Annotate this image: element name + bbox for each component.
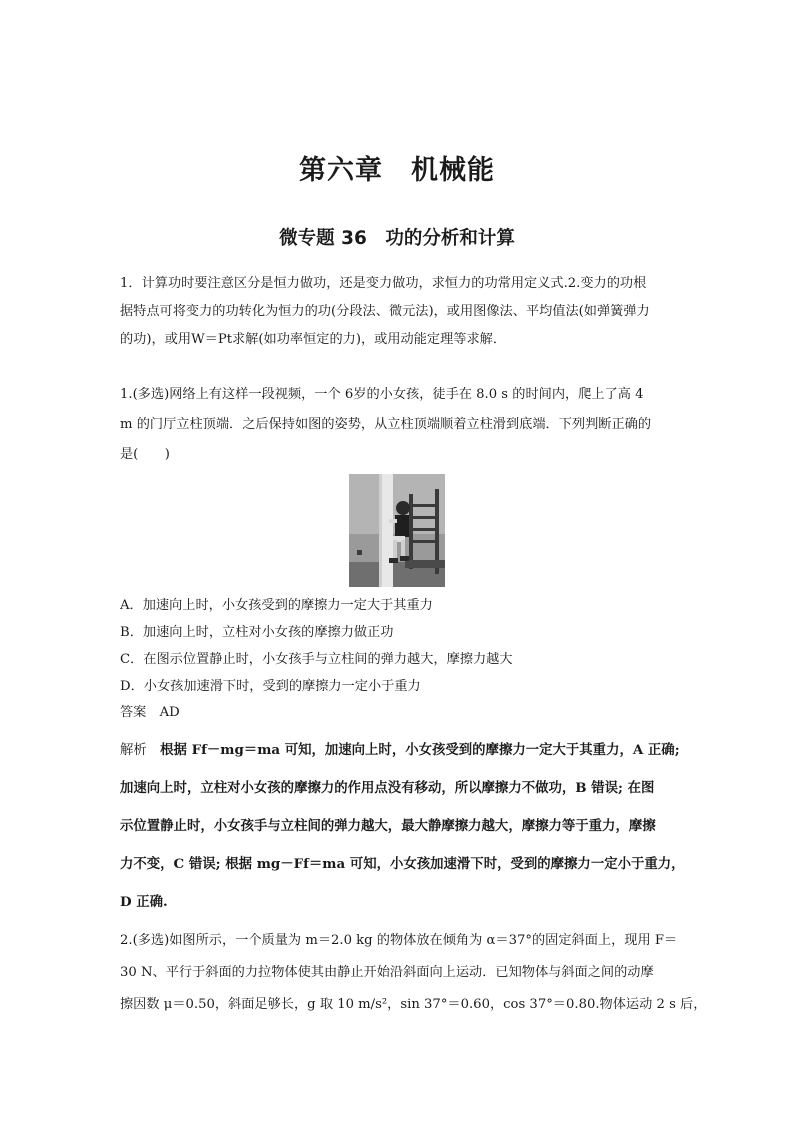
question-line: m 的门厅立柱顶端．之后保持如图的姿势，从立柱顶端顺着立柱滑到底端．下列判断正确的 <box>120 417 652 432</box>
intro-line: 1．计算功时要注意区分是恒力做功，还是变力做功，求恒力的功常用定义式.2.变力的功根 <box>120 276 647 291</box>
option-c: C．在图示位置静止时，小女孩手与立柱间的弹力越大，摩擦力越大 <box>120 652 513 667</box>
question-line: 30 N、平行于斜面的力拉物体使其由静止开始沿斜面向上运动．已知物体与斜面之间的动摩 <box>120 965 654 980</box>
question-line: 擦因数 μ＝0.50，斜面足够长，g 取 10 m/s²，sin 37°＝0.60，cos 37°＝0.80.物体运动 2 s 后， <box>120 997 707 1012</box>
intro-line: 据特点可将变力的功转化为恒力的功(分段法、微元法)，或用图像法、平均值法(如弹簧弹力 <box>120 304 650 319</box>
question-1-stem <box>120 380 675 470</box>
topic-title: 微专题 36 功的分析和计算 <box>279 228 515 249</box>
answer-line <box>120 703 180 723</box>
question-line: 是( ) <box>120 447 170 462</box>
chapter-title: 第六章 机械能 <box>299 155 495 186</box>
option-a: A．加速向上时，小女孩受到的摩擦力一定大于其重力 <box>120 598 433 613</box>
question-line: 1.(多选)网络上有这样一段视频，一个 6岁的小女孩，徒手在 8.0 s 的时间内，爬上了高 4 <box>120 387 644 402</box>
analysis-text: 根据 Ff－mg＝ma 可知，加速向上时，小女孩受到的摩擦力一定大于其重力，A 正确; <box>160 742 680 758</box>
option-d: D．小女孩加速滑下时，受到的摩擦力一定小于重力 <box>120 679 421 694</box>
analysis-line: D 正确. <box>120 894 168 910</box>
option-b: B．加速向上时，立柱对小女孩的摩擦力做正功 <box>120 625 394 640</box>
question-2-stem <box>120 925 707 1021</box>
intro-paragraph <box>120 270 675 354</box>
analysis-line: 力不变，C 错误; 根据 mg－Ff＝ma 可知，小女孩加速滑下时，受到的摩擦力一定小于重力， <box>120 856 685 872</box>
analysis-line: 加速向上时，立柱对小女孩的摩擦力的作用点没有移动，所以摩擦力不做功，B 错误; 在图 <box>120 780 655 796</box>
analysis-line: 示位置静止时，小女孩手与立柱间的弹力越大，最大静摩擦力越大，摩擦力等于重力，摩擦 <box>120 818 656 834</box>
girl-on-pillar-photo <box>349 474 445 587</box>
answer-label: 答案 <box>120 705 147 720</box>
intro-line: 的功)，或用W＝Pt求解(如功率恒定的力)，或用动能定理等求解． <box>120 332 507 347</box>
analysis-label: 解析 <box>120 743 147 758</box>
answer-value: AD <box>159 705 180 720</box>
question-line: 2.(多选)如图所示，一个质量为 m＝2.0 kg 的物体放在倾角为 α＝37°的固定斜面上，现用 F＝ <box>120 933 678 948</box>
question-1-options <box>120 592 675 700</box>
analysis-line <box>120 731 680 769</box>
analysis-paragraph <box>120 731 685 921</box>
